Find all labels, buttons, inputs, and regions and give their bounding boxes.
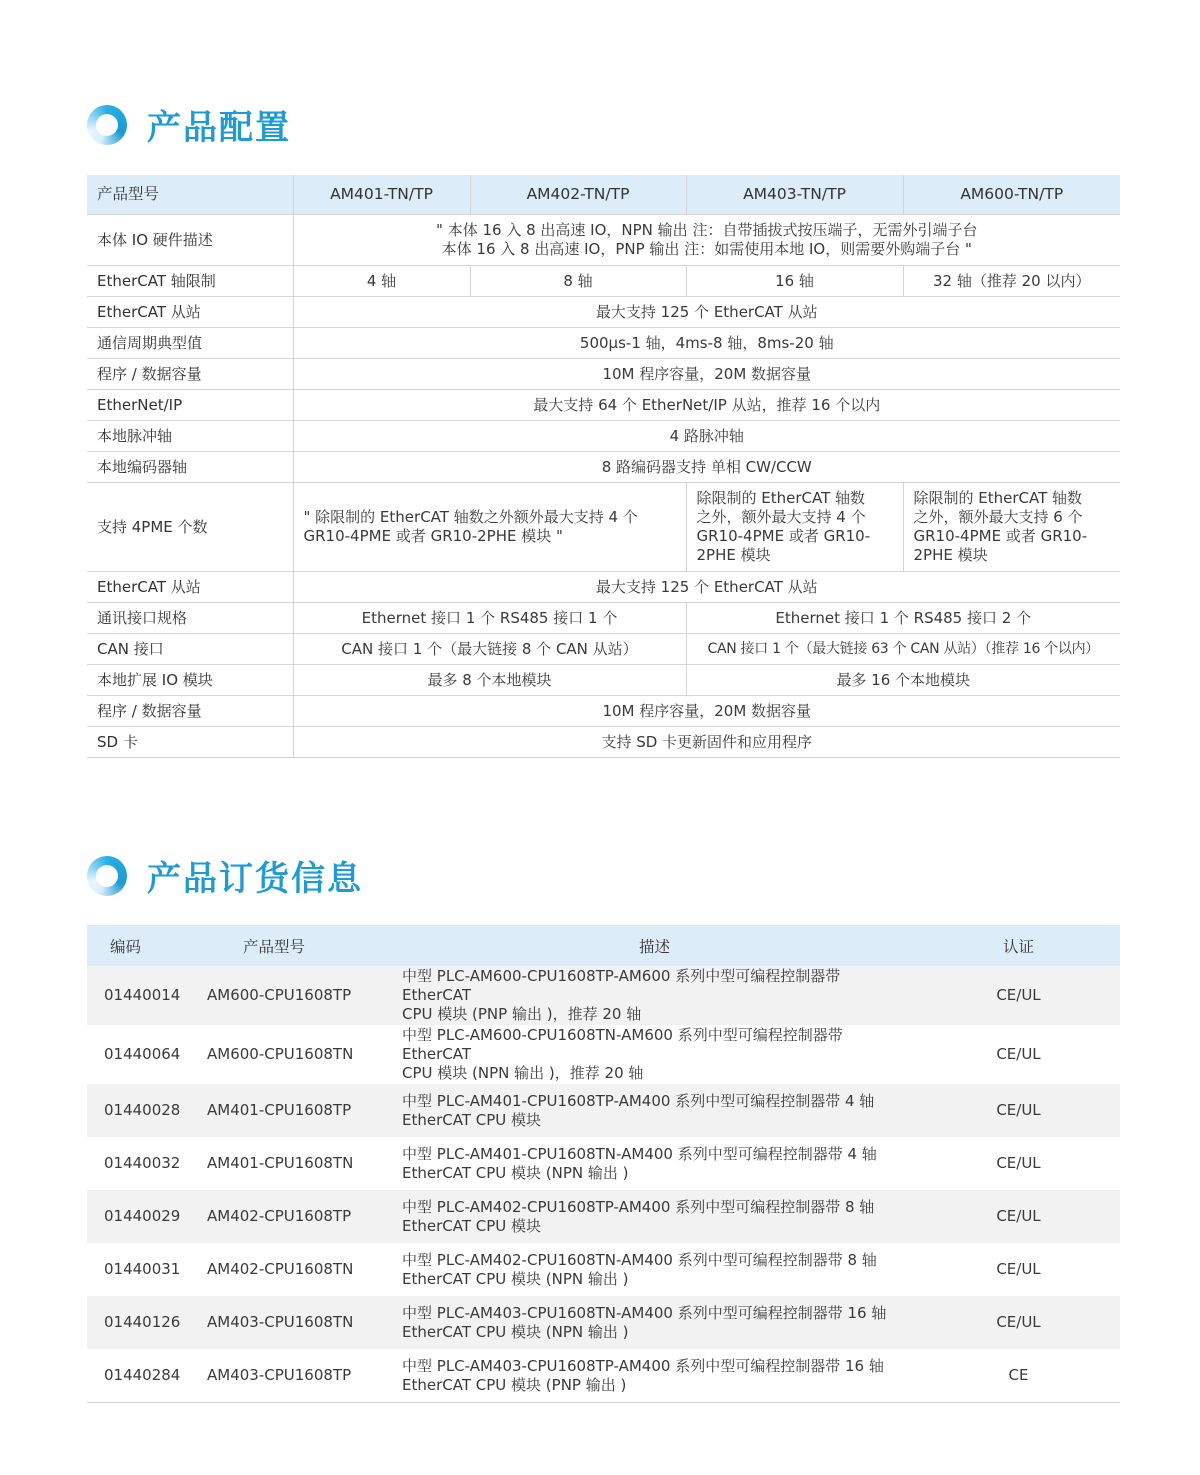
row-label: EtherNet/IP	[87, 390, 293, 421]
order-section-title	[87, 851, 363, 900]
order-row	[87, 1190, 1120, 1243]
order-row	[87, 1084, 1120, 1137]
pme-am600-line2: 之外，额外最大支持 6 个	[913, 508, 1083, 526]
order-cert: CE	[917, 1349, 1120, 1403]
order-desc	[384, 1190, 917, 1243]
order-code: 01440014	[87, 966, 197, 1025]
pme-am600-line4: 2PHE 模块	[913, 546, 988, 564]
ethernetip-value: 最大支持 64 个 EtherNet/IP 从站，推荐 16 个以内	[293, 390, 1120, 421]
order-cert: CE/UL	[917, 1190, 1120, 1243]
order-desc-line2: EtherCAT CPU 模块 (NPN 输出 )	[402, 1322, 629, 1341]
config-row-ethernetip	[87, 390, 1120, 421]
config-row-expansion	[87, 665, 1120, 696]
config-table	[87, 175, 1120, 758]
row-label: 本地扩展 IO 模块	[87, 665, 293, 696]
order-cert: CE/UL	[917, 966, 1120, 1025]
order-header-row	[87, 925, 1120, 966]
order-desc-line1: 中型 PLC-AM402-CPU1608TP-AM400 系列中型可编程控制器带 8 轴	[402, 1197, 875, 1216]
row-label: 本体 IO 硬件描述	[87, 215, 293, 266]
order-desc-line1: 中型 PLC-AM403-CPU1608TN-AM400 系列中型可编程控制器带 16 轴	[402, 1303, 887, 1322]
slave-value: 最大支持 125 个 EtherCAT 从站	[293, 297, 1120, 328]
order-model: AM600-CPU1608TN	[207, 1045, 354, 1063]
order-model: AM403-CPU1608TN	[197, 1296, 384, 1349]
config-header-am600: AM600-TN/TP	[903, 175, 1120, 215]
config-row-cycle	[87, 328, 1120, 359]
axis-limit-am600: 32 轴（推荐 20 以内）	[903, 266, 1120, 297]
order-cert: CE/UL	[996, 1045, 1041, 1063]
pme-am403-line4: 2PHE 模块	[696, 546, 771, 564]
order-title-text: 产品订货信息	[147, 859, 363, 899]
pme-am403-line2: 之外，额外最大支持 4 个	[696, 508, 866, 526]
config-row-io	[87, 215, 1120, 266]
order-row	[87, 1137, 1120, 1190]
encoder-value: 8 路编码器支持 单相 CW/CCW	[293, 452, 1120, 483]
order-desc-line1: 中型 PLC-AM600-CPU1608TP-AM600 系列中型可编程控制器带 EtherCAT	[402, 967, 841, 1004]
order-model: AM402-CPU1608TP	[197, 1190, 384, 1243]
order-desc-line2: CPU 模块 (NPN 输出 )，推荐 20 轴	[402, 1064, 644, 1082]
order-code: 01440031	[104, 1260, 181, 1278]
order-header-model: 产品型号	[197, 925, 384, 966]
config-header-model: 产品型号	[87, 175, 293, 215]
order-desc	[384, 1137, 917, 1190]
order-cert: CE/UL	[917, 1084, 1120, 1137]
cycle-value: 500μs-1 轴，4ms-8 轴，8ms-20 轴	[293, 328, 1120, 359]
row-label: 本地脉冲轴	[87, 421, 293, 452]
row-label: EtherCAT 从站	[87, 572, 293, 603]
order-header-desc: 描述	[384, 925, 917, 966]
order-model: AM402-CPU1608TN	[207, 1260, 354, 1278]
config-row-pulse	[87, 421, 1120, 452]
io-desc-line2: 本体 16 入 8 出高速 IO，PNP 输出 注：如需使用本地 IO，则需要外购端子台 "	[441, 240, 972, 258]
order-desc-line1: 中型 PLC-AM402-CPU1608TN-AM400 系列中型可编程控制器带 8 轴	[402, 1250, 877, 1269]
capacity2-value: 10M 程序容量，20M 数据容量	[293, 696, 1120, 727]
order-desc	[384, 1243, 917, 1296]
config-row-encoder	[87, 452, 1120, 483]
order-desc-line2: EtherCAT CPU 模块 (NPN 输出 )	[402, 1163, 629, 1182]
slave2-value: 最大支持 125 个 EtherCAT 从站	[293, 572, 1120, 603]
order-desc-line2: EtherCAT CPU 模块 (PNP 输出 )	[402, 1375, 627, 1394]
config-row-capacity-2	[87, 696, 1120, 727]
order-row	[87, 1243, 1120, 1296]
config-header-am403: AM403-TN/TP	[686, 175, 903, 215]
order-desc-line2: EtherCAT CPU 模块	[402, 1216, 542, 1235]
expansion-right: 最多 16 个本地模块	[686, 665, 1120, 696]
order-desc-line1: 中型 PLC-AM401-CPU1608TP-AM400 系列中型可编程控制器带 4 轴	[402, 1091, 875, 1110]
config-title-text: 产品配置	[147, 108, 291, 148]
row-label: CAN 接口	[87, 634, 293, 665]
order-desc-line2: EtherCAT CPU 模块 (NPN 输出 )	[402, 1269, 629, 1288]
order-desc-line1: 中型 PLC-AM600-CPU1608TN-AM600 系列中型可编程控制器带 EtherCAT	[402, 1026, 843, 1063]
order-desc-line1: 中型 PLC-AM401-CPU1608TN-AM400 系列中型可编程控制器带 4 轴	[402, 1144, 877, 1163]
order-code: 01440064	[104, 1045, 181, 1063]
pme-am403-line1: 除限制的 EtherCAT 轴数	[696, 489, 866, 507]
order-code: 01440032	[104, 1154, 181, 1172]
config-row-slave-2	[87, 572, 1120, 603]
order-model: AM403-CPU1608TP	[197, 1349, 384, 1403]
config-row-slave	[87, 297, 1120, 328]
config-header-am401: AM401-TN/TP	[293, 175, 470, 215]
comm-right: Ethernet 接口 1 个 RS485 接口 2 个	[686, 603, 1120, 634]
row-label: 通信周期典型值	[87, 328, 293, 359]
pme-am403-cell	[686, 483, 903, 572]
order-desc-line2: EtherCAT CPU 模块	[402, 1110, 542, 1129]
row-label: EtherCAT 轴限制	[87, 266, 293, 297]
order-code: 01440029	[87, 1190, 197, 1243]
sd-value: 支持 SD 卡更新固件和应用程序	[293, 727, 1120, 758]
config-header-row	[87, 175, 1120, 215]
order-table	[87, 925, 1120, 1403]
ring-icon	[87, 105, 127, 145]
order-row	[87, 1296, 1120, 1349]
pme-am403-line3: GR10-4PME 或者 GR10-	[696, 527, 871, 545]
order-model: AM600-CPU1608TP	[197, 966, 384, 1025]
pme-merged-line2: GR10-4PME 或者 GR10-2PHE 模块 "	[303, 527, 563, 545]
config-row-capacity	[87, 359, 1120, 390]
config-row-sd	[87, 727, 1120, 758]
order-cert: CE/UL	[996, 1260, 1041, 1278]
order-row	[87, 966, 1120, 1025]
order-desc-line2: CPU 模块 (PNP 输出 )，推荐 20 轴	[402, 1005, 642, 1023]
row-label: EtherCAT 从站	[87, 297, 293, 328]
axis-limit-am403: 16 轴	[686, 266, 903, 297]
row-label: 通讯接口规格	[87, 603, 293, 634]
pme-am600-cell	[903, 483, 1120, 572]
order-model: AM401-CPU1608TN	[207, 1154, 354, 1172]
pme-merged-line1: " 除限制的 EtherCAT 轴数之外额外最大支持 4 个	[303, 508, 638, 526]
row-label: SD 卡	[87, 727, 293, 758]
order-code: 01440028	[87, 1084, 197, 1137]
capacity-value: 10M 程序容量，20M 数据容量	[293, 359, 1120, 390]
config-row-can	[87, 634, 1120, 665]
order-desc	[384, 1296, 917, 1349]
order-row	[87, 1349, 1120, 1403]
order-desc	[384, 1349, 917, 1403]
order-model: AM401-CPU1608TP	[197, 1084, 384, 1137]
order-desc	[384, 1084, 917, 1137]
order-code: 01440126	[87, 1296, 197, 1349]
order-cert: CE/UL	[917, 1296, 1120, 1349]
row-label: 程序 / 数据容量	[87, 696, 293, 727]
can-right: CAN 接口 1 个（最大链接 63 个 CAN 从站）（推荐 16 个以内）	[686, 634, 1120, 665]
row-label: 程序 / 数据容量	[87, 359, 293, 390]
config-row-axis-limit	[87, 266, 1120, 297]
config-row-pme	[87, 483, 1120, 572]
config-section-title	[87, 100, 291, 149]
pme-am600-line1: 除限制的 EtherCAT 轴数	[913, 489, 1083, 507]
config-header-am402: AM402-TN/TP	[470, 175, 686, 215]
order-cert: CE/UL	[996, 1154, 1041, 1172]
pme-am600-line3: GR10-4PME 或者 GR10-	[913, 527, 1088, 545]
ring-icon	[87, 856, 127, 896]
order-desc-line1: 中型 PLC-AM403-CPU1608TP-AM400 系列中型可编程控制器带 16 轴	[402, 1356, 884, 1375]
axis-limit-am401: 4 轴	[293, 266, 470, 297]
expansion-left: 最多 8 个本地模块	[293, 665, 686, 696]
comm-left: Ethernet 接口 1 个 RS485 接口 1 个	[293, 603, 686, 634]
pme-merged-cell	[293, 483, 686, 572]
io-desc-cell	[293, 215, 1120, 266]
config-row-comm	[87, 603, 1120, 634]
order-header-cert: 认证	[917, 925, 1120, 966]
order-code: 01440284	[87, 1349, 197, 1403]
order-desc	[384, 1025, 917, 1084]
io-desc-line1: " 本体 16 入 8 出高速 IO，NPN 输出 注：自带插拔式按压端子，无需外引端子台	[436, 221, 978, 239]
order-desc	[384, 966, 917, 1025]
can-left: CAN 接口 1 个（最大链接 8 个 CAN 从站）	[293, 634, 686, 665]
order-header-code: 编码	[87, 925, 197, 966]
pulse-value: 4 路脉冲轴	[293, 421, 1120, 452]
row-label: 支持 4PME 个数	[87, 483, 293, 572]
row-label: 本地编码器轴	[87, 452, 293, 483]
axis-limit-am402: 8 轴	[470, 266, 686, 297]
order-row	[87, 1025, 1120, 1084]
